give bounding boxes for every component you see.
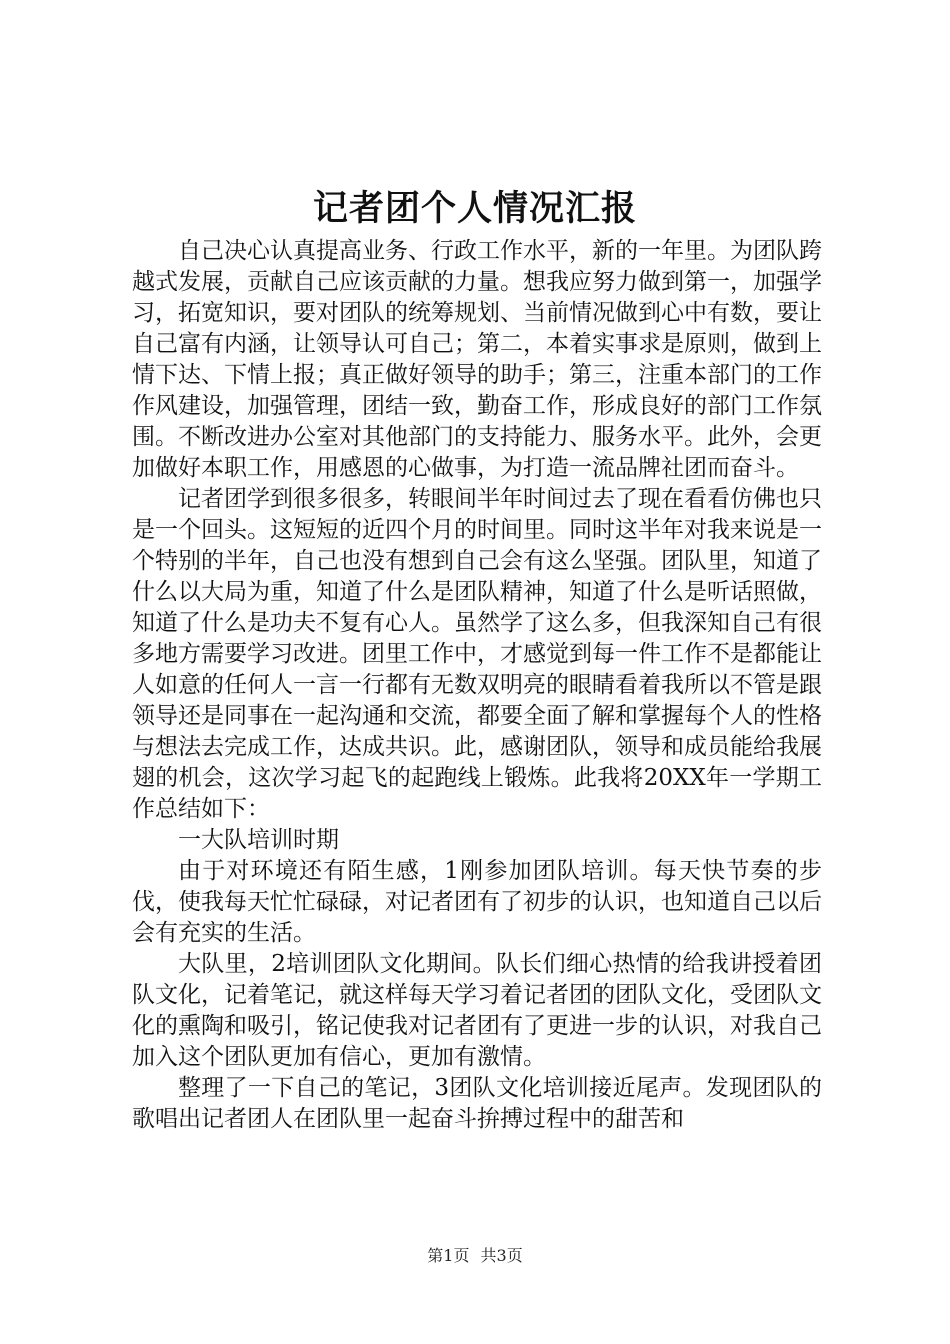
page-number: 第1页 (427, 1246, 470, 1265)
body-paragraph: 记者团学到很多很多，转眼间半年时间过去了现在看看仿佛也只是一个回头。这短短的近四个月的时间里。同时这半年对我来说是一个特别的半年，自己也没有想到自己会有这么坚强。团队里，知道了什么以大局为重，知道了什么是团队精神，知道了什么是听话照做，知道了什么是功夫不复有心人。虽然学了这么多，但我深知自己有很多地方需要学习改进。团里工作中，才感觉到每一件工作不是都能让人如意的任何人一言一行都有无数双明亮的眼睛看着我所以不管是跟领导还是同事在一起沟通和交流，都要全面了解和掌握每个人的性格与想法去完成工作，达成共识。此，感谢团队，领导和成员能给我展翅的机会，这次学习起飞的起跑线上锻炼。此我将20XX年一学期工作总结如下： (132, 486, 822, 822)
document-title: 记者团个人情况汇报 (312, 188, 637, 229)
page-footer (0, 1246, 950, 1266)
body-paragraph: 由于对环境还有陌生感，1刚参加团队培训。每天快节奏的步伐，使我每天忙忙碌碌，对记者团有了初步的认识，也知道自己以后会有充实的生活。 (132, 858, 822, 946)
body-paragraph: 整理了一下自己的笔记，3团队文化培训接近尾声。发现团队的歌唱出记者团人在团队里一起奋斗拚搏过程中的甜苦和 (132, 1075, 822, 1132)
body-paragraph: 大队里，2培训团队文化期间。队长们细心热情的给我讲授着团队文化，记着笔记，就这样每天学习着记者团的团队文化，受团队文化的熏陶和吸引，铭记使我对记者团有了更进一步的认识，对我自己加入这个团队更加有信心，更加有激情。 (132, 951, 822, 1070)
document-body (132, 236, 822, 1135)
body-paragraph: 自己决心认真提高业务、行政工作水平，新的一年里。为团队跨越式发展，贡献自己应该贡献的力量。想我应努力做到第一，加强学习，拓宽知识，要对团队的统筹规划、当前情况做到心中有数，要让自己富有内涵，让领导认可自己；第二，本着实事求是原则，做到上情下达、下情上报；真正做好领导的助手；第三，注重本部门的工作作风建设，加强管理，团结一致，勤奋工作，形成良好的部门工作氛围。不断改进办公室对其他部门的支持能力、服务水平。此外，会更加做好本职工作，用感恩的心做事，为打造一流品牌社团而奋斗。 (132, 238, 822, 481)
page-total: 共3页 (480, 1246, 523, 1265)
section-heading: 一大队培训时期 (178, 827, 339, 853)
